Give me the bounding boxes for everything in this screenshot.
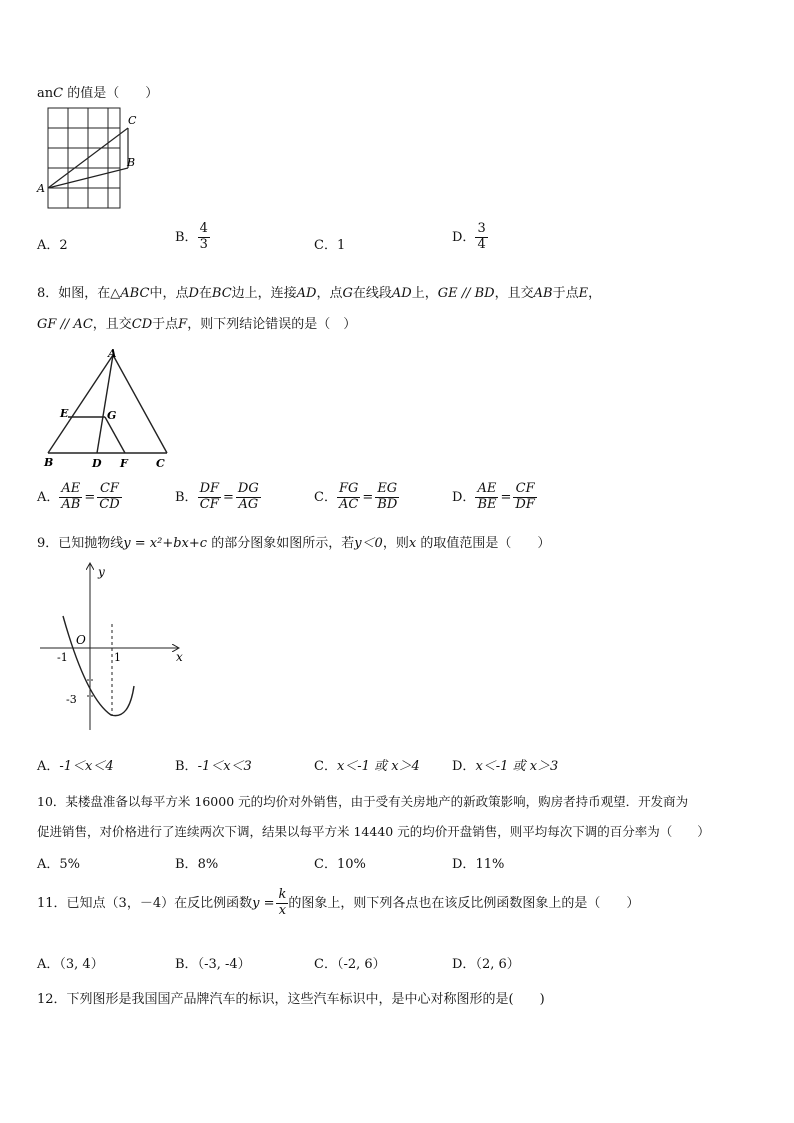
fraction-numerator: CF [513,482,536,498]
option-text: （3, 4） [59,957,104,972]
q8-text: ，则下列结论错误的是（ ） [187,317,357,332]
q7-option-c[interactable] [314,234,345,253]
q10-stem-line1: 10．某楼盘准备以每平方米 16000 元的均价对外销售，由于受有关房地产的新政策影响，购房者持币观望．开发商为 [37,794,689,809]
option-text: -1＜x＜4 [59,759,114,774]
q7-stem-var: C [53,86,64,101]
q11-text: 11．已知点（3，－4）在反比例函数 [37,895,253,911]
option-letter: D． [452,957,476,972]
q10-stem-line2: 促进销售，对价格进行了连续两次下调，结果以每平方米 14440 元的均价开盘销售，则平均每次下调的百分率为（ ） [37,824,710,839]
fraction-numerator: DF [199,481,220,496]
q8-text: ，且交 [494,286,534,301]
q9-text: ，则 [382,536,409,551]
q8-text: ， [588,286,602,301]
fraction-denominator: BD [377,496,398,512]
q10-option-a[interactable] [37,853,80,872]
q8-math: F [178,317,188,332]
q8-label-f: F [120,457,128,470]
fraction-denominator: 3 [199,236,208,252]
fraction-numerator: 3 [477,221,486,236]
q7-label-a: A [37,182,45,195]
option-letter: B． [175,759,198,774]
q10-option-c[interactable] [314,853,366,872]
option-letter: D． [452,857,476,872]
q8-text: 在 [198,286,212,301]
fraction-numerator: EG [375,482,399,498]
q9-option-a[interactable] [37,755,114,774]
q9-text: 的部分图象如图所示，若 [207,536,355,551]
fraction-denominator: 4 [477,236,486,252]
option-letter: C． [314,957,337,972]
q9-math: y = x²+bx+c [123,536,208,551]
q8-math: CD [131,317,153,332]
q8-stem-line2 [37,313,356,332]
q9-text: 已知抛物线 [58,536,124,551]
q8-label-b: B [44,456,54,469]
option-letter: A． [37,957,60,972]
q11-text: 的图象上，则下列各点也在该反比例函数图象上的是（ ） [288,895,640,911]
q8-text: ，点 [316,286,343,301]
q12-stem: 12．下列图形是我国国产品牌汽车的标识，这些汽车标识中，是中心对称图形的是( ) [37,992,545,1007]
q8-text: 边上，连接 [231,286,297,301]
option-letter: C． [314,489,337,505]
q10-option-d[interactable] [452,853,504,872]
option-text: 1 [336,238,346,253]
q7-stem [37,82,158,101]
q8-math: AD [391,286,412,301]
option-letter: C． [314,857,337,872]
q9-option-c[interactable] [314,755,420,774]
option-letter: A． [37,759,60,774]
option-text: 11% [475,857,505,872]
fraction-denominator: x [278,902,287,918]
fraction-denominator: AB [61,496,81,512]
fraction-denominator: DF [515,496,535,512]
fraction-denominator: AG [238,496,259,512]
q9-label-x: x [176,650,183,664]
option-letter: D． [452,229,476,245]
option-text: x＜-1 或 x＞4 [336,759,420,774]
option-letter: A． [37,489,60,505]
q8-triangle-figure [40,345,180,473]
q11-option-c[interactable] [314,953,386,972]
q8-math: GE // BD [437,286,495,301]
q8-stem-line1 [37,282,601,301]
option-text: x＜-1 或 x＞3 [475,759,559,774]
option-letter: D． [452,759,476,774]
q8-text: 中，点 [149,286,189,301]
q8-math: AD [296,286,317,301]
q8-label-e: E [60,407,69,420]
q9-label-plus1: 1 [114,651,121,664]
option-text: 8% [197,857,219,872]
q8-math: BC [211,286,232,301]
fraction-numerator: AE [59,482,82,498]
question-number: 9． [37,536,59,551]
q7-stem-prefix: an [37,86,54,101]
option-text: 10% [336,857,366,872]
q8-option-b[interactable]: B． $\frac{DF}{CF}$ = $\frac{DG}{AG}$ [175,481,259,512]
option-letter: D． [452,489,476,505]
q8-math: AB [533,286,553,301]
q11-option-b[interactable] [175,953,251,972]
q8-label-d: D [92,457,102,470]
fraction-denominator: CF [199,496,219,512]
q9-label-minus3: -3 [66,693,77,706]
q9-parabola-figure [36,558,196,734]
fraction-denominator: CD [99,496,120,512]
option-letter: B． [175,489,198,505]
option-text: （2, 6） [475,957,520,972]
option-letter: C． [314,238,337,253]
q9-math: y＜0 [354,536,383,551]
q7-label-b: B [127,156,136,169]
q11-stem [37,888,639,919]
q8-label-a: A [108,347,117,360]
option-text: （-3, -4） [197,957,251,972]
q8-text: 上， [411,286,438,301]
q8-text: 如图，在 [58,286,111,301]
q7-option-b[interactable] [175,222,210,253]
option-text: 5% [59,857,81,872]
q7-option-a[interactable] [37,234,68,253]
q8-math: D [188,286,199,301]
q7-label-c: C [128,114,137,127]
q11-option-d[interactable] [452,953,520,972]
q8-text: ，且交 [92,317,132,332]
q9-label-o: O [76,633,86,647]
q9-label-minus1: -1 [57,651,68,664]
q9-option-b[interactable] [175,755,252,774]
option-letter: C． [314,759,337,774]
fraction-numerator: AE [475,482,498,498]
fraction-numerator: 4 [199,221,208,236]
fraction-numerator: FG [338,481,359,496]
q8-math: E [578,286,589,301]
q8-label-g: G [107,409,117,422]
q8-text: 在线段 [352,286,392,301]
option-letter: B． [175,857,198,872]
question-number: 8． [37,286,59,301]
option-letter: A． [37,857,60,872]
q8-text: 于点 [552,286,579,301]
option-letter: B． [175,229,198,245]
q8-option-c[interactable]: C． $\frac{FG}{AC}$ = $\frac{EG}{BD}$ [314,481,398,512]
fraction-denominator: AC [338,496,359,512]
option-letter: B． [175,957,198,972]
fraction-denominator: BE [477,496,497,512]
option-text: -1＜x＜3 [197,759,252,774]
q10-option-b[interactable] [175,853,218,872]
q9-stem [37,532,550,551]
option-text: （-2, 6） [336,957,386,972]
q11-option-a[interactable] [37,953,104,972]
q8-label-c: C [156,457,165,470]
q7-stem-suffix: 的值是（ ） [63,86,159,101]
option-text: 2 [59,238,68,253]
fraction-numerator: k [278,887,287,902]
q8-math: GF // AC [37,317,93,332]
q8-math: △ABC [110,286,150,301]
q8-text: 于点 [152,317,179,332]
q7-grid-figure [36,104,137,210]
fraction-numerator: CF [97,482,121,498]
q8-option-d[interactable]: D． $\frac{AE}{BE}$ = $\frac{CF}{DF}$ [452,481,535,512]
q9-text: 的取值范围是（ ） [416,536,551,551]
q9-math: x [408,536,417,551]
q7-option-d[interactable] [452,222,488,253]
fraction-numerator: DG [237,481,259,496]
option-letter: A． [37,238,60,253]
q8-option-a[interactable]: A． $\frac{AE}{AB}$ = $\frac{CF}{CD}$ [37,481,120,512]
q9-option-d[interactable] [452,755,558,774]
q9-label-y: y [98,565,105,579]
q11-math: y = [252,895,275,911]
q8-math: G [342,286,353,301]
